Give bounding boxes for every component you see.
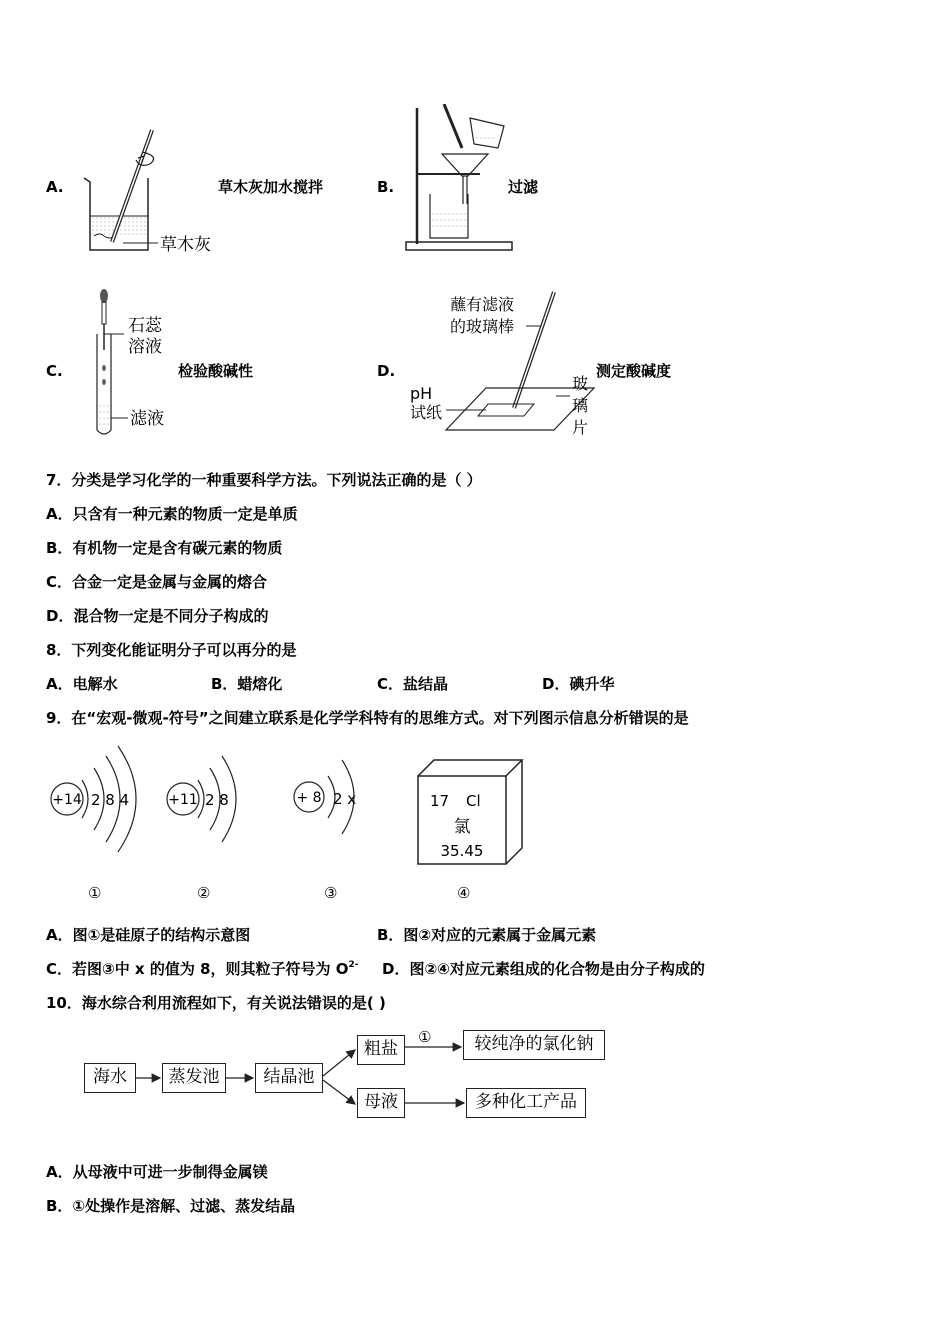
flow-crude-salt: 粗盐	[357, 1035, 405, 1065]
filtrate-label: 滤液	[130, 409, 164, 429]
flow-seawater: 海水	[84, 1063, 136, 1093]
q8-option-d: D．碘升华	[542, 675, 615, 693]
flow-chemical-products: 多种化工产品	[466, 1088, 586, 1118]
ph-label: pH	[410, 384, 433, 403]
option-a-caption: 草木灰加水搅拌	[218, 178, 324, 196]
mark-4: ④	[457, 884, 471, 902]
q9-option-a: A．图①是硅原子的结构示意图	[46, 926, 251, 944]
glass-label-3: 片	[572, 418, 589, 437]
option-letter-d: D.	[377, 362, 396, 380]
atom-structure-1	[46, 742, 146, 862]
nucleus-1: +14	[52, 792, 82, 808]
option-c-caption: 检验酸碱性	[178, 362, 254, 380]
q10-stem: 10．海水综合利用流程如下，有关说法错误的是( )	[46, 994, 386, 1012]
paper-label: 试纸	[410, 403, 443, 422]
option-b-caption: 过滤	[508, 178, 539, 196]
option-d-caption: 测定酸碱度	[596, 362, 672, 380]
element-symbol: Cl	[466, 792, 481, 810]
q7-stem: 7．分类是学习化学的一种重要科学方法。下列说法正确的是（ ）	[46, 471, 482, 489]
q10-option-a: A．从母液中可进一步制得金属镁	[46, 1163, 268, 1181]
q7-option-a: A．只含有一种元素的物质一定是单质	[46, 505, 298, 523]
flow-mother-liquor: 母液	[357, 1088, 405, 1118]
q9-option-c: C．若图③中 x 的值为 8，则其粒子符号为 $O^{2-}$	[46, 960, 359, 978]
glass-label-2: 璃	[572, 396, 589, 415]
test-tube-figure	[88, 286, 178, 438]
q8-option-a: A．电解水	[46, 675, 118, 693]
atomic-number: 17	[430, 792, 450, 810]
mark-1: ①	[88, 884, 102, 902]
q10-option-b: B．①处操作是溶解、过滤、蒸发结晶	[46, 1197, 296, 1215]
shells-2: 2 8	[205, 791, 229, 809]
option-letter-c: C.	[46, 362, 63, 380]
q8-option-b: B．蜡熔化	[211, 675, 283, 693]
option-letter-b: B.	[377, 178, 395, 196]
q8-option-c: C．盐结晶	[377, 675, 449, 693]
shells-1: 2 8 4	[91, 791, 130, 809]
flow-evaporation-pond: 蒸发池	[162, 1063, 226, 1093]
filtration-figure	[400, 104, 520, 256]
atom-structure-3	[290, 752, 380, 852]
atom-structure-2	[162, 752, 252, 852]
rod-label-2: 的玻璃棒	[450, 317, 515, 336]
rod-label-1: 蘸有滤液	[450, 295, 515, 314]
q9-option-d: D．图②④对应元素组成的化合物是由分子构成的	[382, 960, 705, 978]
q7-option-b: B．有机物一定是含有碳元素的物质	[46, 539, 283, 557]
mark-3: ③	[324, 884, 338, 902]
flow-step-mark: ①	[418, 1028, 432, 1046]
q7-option-d: D．混合物一定是不同分子构成的	[46, 607, 269, 625]
litmus-label-1: 石蕊	[128, 316, 162, 336]
nucleus-2: +11	[168, 792, 198, 808]
glass-label-1: 玻	[572, 374, 589, 393]
q8-stem: 8．下列变化能证明分子可以再分的是	[46, 641, 297, 659]
shells-3: 2 x	[333, 790, 357, 808]
element-card	[414, 758, 526, 868]
ph-test-figure	[406, 286, 596, 442]
atomic-mass: 35.45	[440, 842, 484, 860]
element-name: 氯	[453, 817, 471, 837]
q9-stem: 9．在“宏观-微观-符号”之间建立联系是化学学科特有的思维方式。对下列图示信息分析错误的是	[46, 709, 689, 727]
litmus-label-2: 溶液	[128, 337, 162, 357]
plant-ash-label: 草木灰	[160, 235, 211, 255]
q9-option-b: B．图②对应的元素属于金属元素	[377, 926, 597, 944]
flow-crystallization-pond: 结晶池	[255, 1063, 323, 1093]
mark-2: ②	[197, 884, 211, 902]
option-letter-a: A.	[46, 178, 64, 196]
beaker-stirring-figure	[78, 120, 228, 260]
nucleus-3: + 8	[296, 790, 322, 806]
flow-pure-nacl: 较纯净的氯化钠	[463, 1030, 605, 1060]
q7-option-c: C．合金一定是金属与金属的熔合	[46, 573, 268, 591]
flow-arrows	[0, 1020, 950, 1130]
